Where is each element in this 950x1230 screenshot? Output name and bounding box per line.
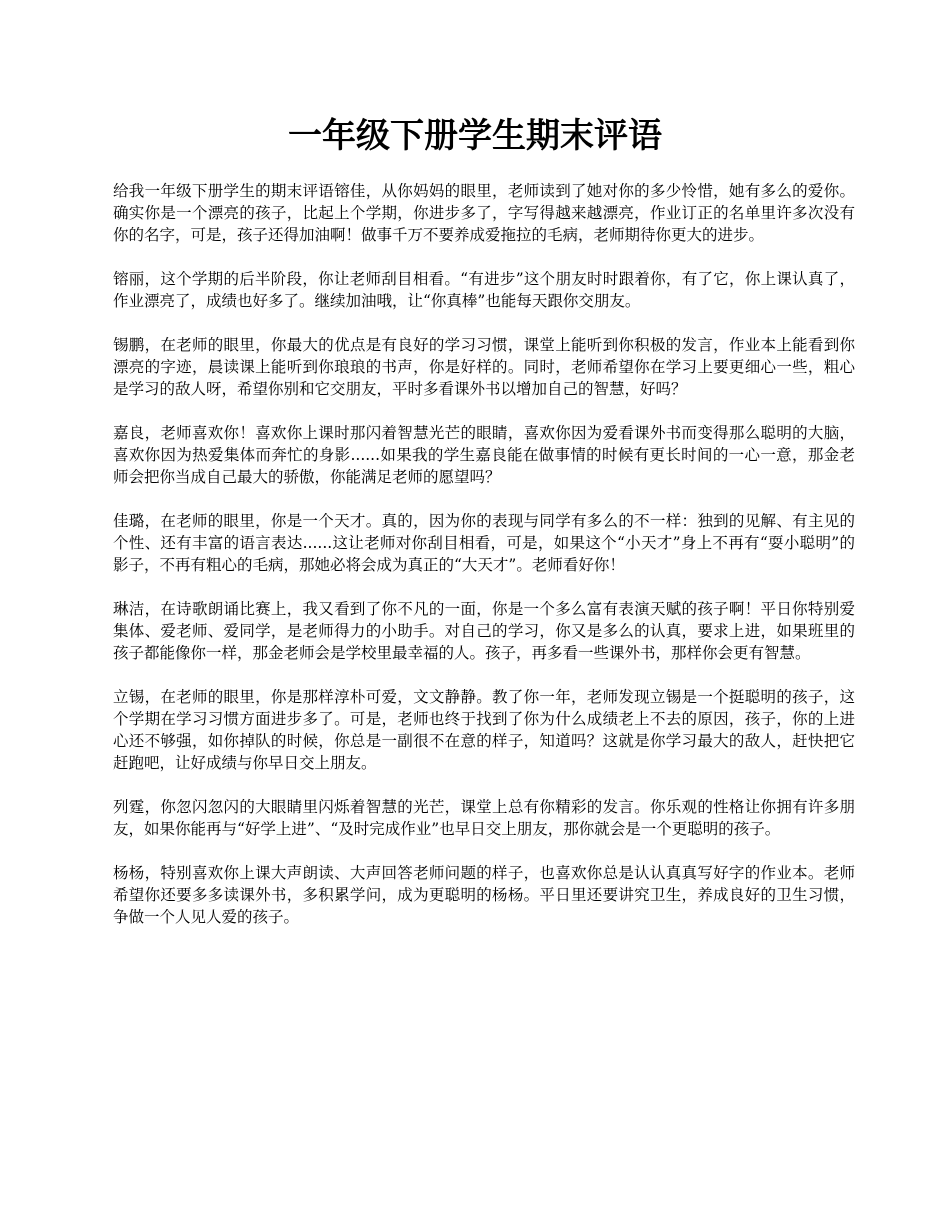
comment-paragraph-2: 镕丽，这个学期的后半阶段，你让老师刮目相看。“有进步”这个朋友时时跟着你，有了它，你上课认真了，作业漂亮了，成绩也好多了。继续加油哦，让“你真棒”也能每天跟你交朋友。 bbox=[113, 270, 855, 310]
comment-paragraph-1: 给我一年级下册学生的期末评语镕佳，从你妈妈的眼里，老师读到了她对你的多少怜惜，她有多么的爱你。确实你是一个漂亮的孩子，比起上个学期，你进步多了，字写得越来越漂亮，作业订正的名单里许多次没有你的名字，可是，孩子还得加油啊！做事千万不要养成爱拖拉的毛病，老师期待你更大的进步。 bbox=[113, 182, 855, 244]
comment-paragraph-5: 佳璐，在老师的眼里，你是一个天才。真的，因为你的表现与同学有多么的不一样：独到的见解、有主见的个性、还有丰富的语言表达......这让老师对你刮目相看，可是，如果这个“小天才”身上不再有“耍小聪明”的影子，不再有粗心的毛病，那她必将会成为真正的“大天才”。老师看好你！ bbox=[113, 512, 855, 574]
comment-paragraph-4: 嘉良，老师喜欢你！喜欢你上课时那闪着智慧光芒的眼睛，喜欢你因为爱看课外书而变得那么聪明的大脑，喜欢你因为热爱集体而奔忙的身影......如果我的学生嘉良能在做事情的时候有更长时间的一心一意，那金老师会把你当成自己最大的骄傲，你能满足老师的愿望吗？ bbox=[113, 424, 855, 486]
comment-paragraph-8: 列霆，你忽闪忽闪的大眼睛里闪烁着智慧的光芒，课堂上总有你精彩的发言。你乐观的性格让你拥有许多朋友，如果你能再与“好学上进”、“及时完成作业”也早日交上朋友，那你就会是一个更聪明的孩子。 bbox=[113, 798, 855, 838]
page-title: 一年级下册学生期末评语 bbox=[288, 116, 662, 156]
comment-paragraph-9: 杨杨，特别喜欢你上课大声朗读、大声回答老师问题的样子，也喜欢你总是认认真真写好字的作业本。老师希望你还要多多读课外书，多积累学问，成为更聪明的杨杨。平日里还要讲究卫生，养成良好的卫生习惯，争做一个人见人爱的孩子。 bbox=[113, 864, 855, 926]
comment-paragraph-6: 琳洁，在诗歌朗诵比赛上，我又看到了你不凡的一面，你是一个多么富有表演天赋的孩子啊！平日你特别爱集体、爱老师、爱同学，是老师得力的小助手。对自己的学习，你又是多么的认真，要求上进，如果班里的孩子都能像你一样，那金老师会是学校里最幸福的人。孩子，再多看一些课外书，那样你会更有智慧。 bbox=[113, 600, 855, 662]
comment-paragraph-3: 锡鹏，在老师的眼里，你最大的优点是有良好的学习习惯，课堂上能听到你积极的发言，作业本上能看到你漂亮的字迹，晨读课上能听到你琅琅的书声，你是好样的。同时，老师希望你在学习上要更细心一些，粗心是学习的敌人呀，希望你别和它交朋友，平时多看课外书以增加自己的智慧，好吗？ bbox=[113, 336, 855, 398]
document-body bbox=[113, 180, 855, 950]
comment-paragraph-7: 立锡，在老师的眼里，你是那样淳朴可爱，文文静静。教了你一年，老师发现立锡是一个挺聪明的孩子，这个学期在学习习惯方面进步多了。可是，老师也终于找到了你为什么成绩老上不去的原因，孩子，你的上进心还不够强，如你掉队的时候，你总是一副很不在意的样子，知道吗？这就是你学习最大的敌人，赶快把它赶跑吧，让好成绩与你早日交上朋友。 bbox=[113, 688, 855, 772]
